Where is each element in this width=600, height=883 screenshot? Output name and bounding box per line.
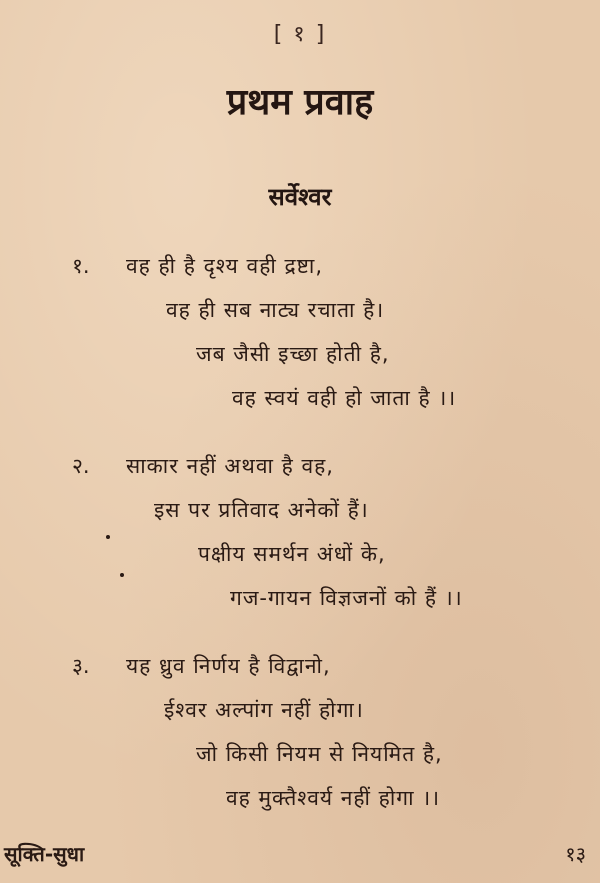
poem-title: सर्वेश्वर <box>268 183 332 211</box>
verse-line: वह ही है दृश्य वही द्रष्टा, <box>126 254 323 278</box>
print-speck <box>106 535 110 539</box>
print-speck <box>120 573 124 577</box>
footer-page-number: १३ <box>565 842 586 866</box>
verse-line: यह ध्रुव निर्णय है विद्वानो, <box>126 654 331 678</box>
verse-line: गज-गायन विज्ञजनों को हैं ।। <box>230 586 463 610</box>
footer-book-title: सूक्ति-सुधा <box>4 842 85 866</box>
chapter-title: प्रथम प्रवाह <box>226 82 374 123</box>
verse-number: २. <box>72 454 90 478</box>
verse-line: जो किसी नियम से नियमित है, <box>196 742 443 766</box>
verse-number: १. <box>72 254 90 278</box>
verse-line: जब जैसी इच्छा होती है, <box>196 342 390 366</box>
verse-line: इस पर प्रतिवाद अनेकों हैं। <box>154 498 369 522</box>
verse-line: वह मुक्तैश्वर्य नहीं होगा ।। <box>226 786 441 810</box>
verse-line: ईश्वर अल्पांग नहीं होगा। <box>164 698 364 722</box>
page-number-header: [ १ ] <box>273 22 327 47</box>
verse-line: साकार नहीं अथवा है वह, <box>126 454 334 478</box>
verse-line: पक्षीय समर्थन अंधों के, <box>198 542 386 566</box>
verse-number: ३. <box>72 654 90 678</box>
verse-line: वह ही सब नाट्य रचाता है। <box>166 298 385 322</box>
verse-line: वह स्वयं वही हो जाता है ।। <box>232 386 457 410</box>
